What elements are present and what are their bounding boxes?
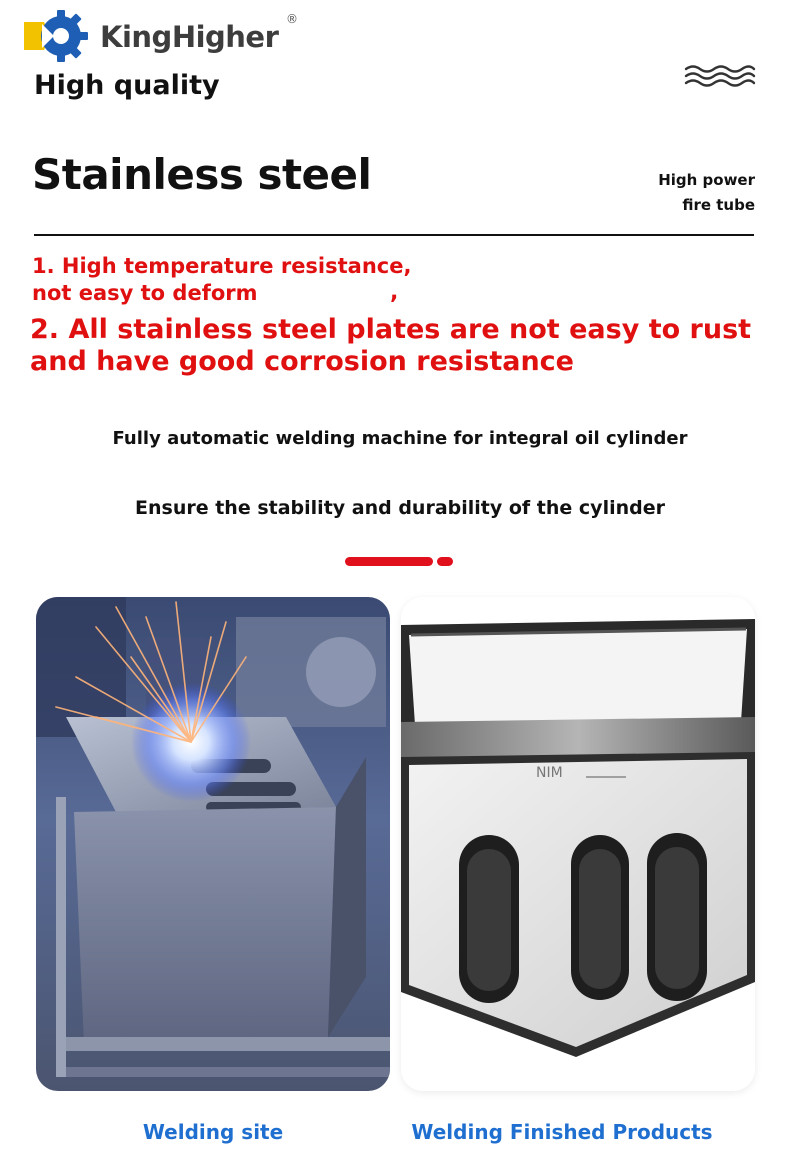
brand-logo xyxy=(24,8,304,64)
subheading: Ensure the stability and durability of the cylinder xyxy=(135,497,665,519)
side-note-line: fire tube xyxy=(682,196,755,214)
brand-name: KingHigher xyxy=(100,20,279,54)
page-title: Stainless steel xyxy=(32,150,372,199)
side-note-line: High power xyxy=(658,171,755,189)
tagline: High quality xyxy=(34,70,220,101)
gear-logo-icon xyxy=(24,8,90,64)
side-note xyxy=(658,168,755,218)
decorative-dot xyxy=(437,557,453,566)
waves-icon xyxy=(683,62,757,92)
divider xyxy=(34,234,754,236)
feature-point-1-line: 1. High temperature resistance, xyxy=(32,254,412,278)
subheading: Fully automatic welding machine for integral oil cylinder xyxy=(112,428,688,449)
caption-welding-site: Welding site xyxy=(142,1120,284,1144)
feature-point-1-line: not easy to deform xyxy=(32,281,258,305)
trailing-comma: , xyxy=(390,280,399,305)
finished-product-photo xyxy=(401,597,755,1091)
decorative-bar xyxy=(345,557,433,566)
caption-finished-products: Welding Finished Products xyxy=(411,1120,713,1144)
registered-mark: ® xyxy=(286,12,298,26)
svg-text:NIM: NIM xyxy=(536,765,563,781)
feature-point-2: 2. All stainless steel plates are not easy to rust and have good corrosion resistance xyxy=(30,314,752,377)
feature-point-1 xyxy=(32,253,411,307)
welding-site-photo xyxy=(36,597,390,1091)
